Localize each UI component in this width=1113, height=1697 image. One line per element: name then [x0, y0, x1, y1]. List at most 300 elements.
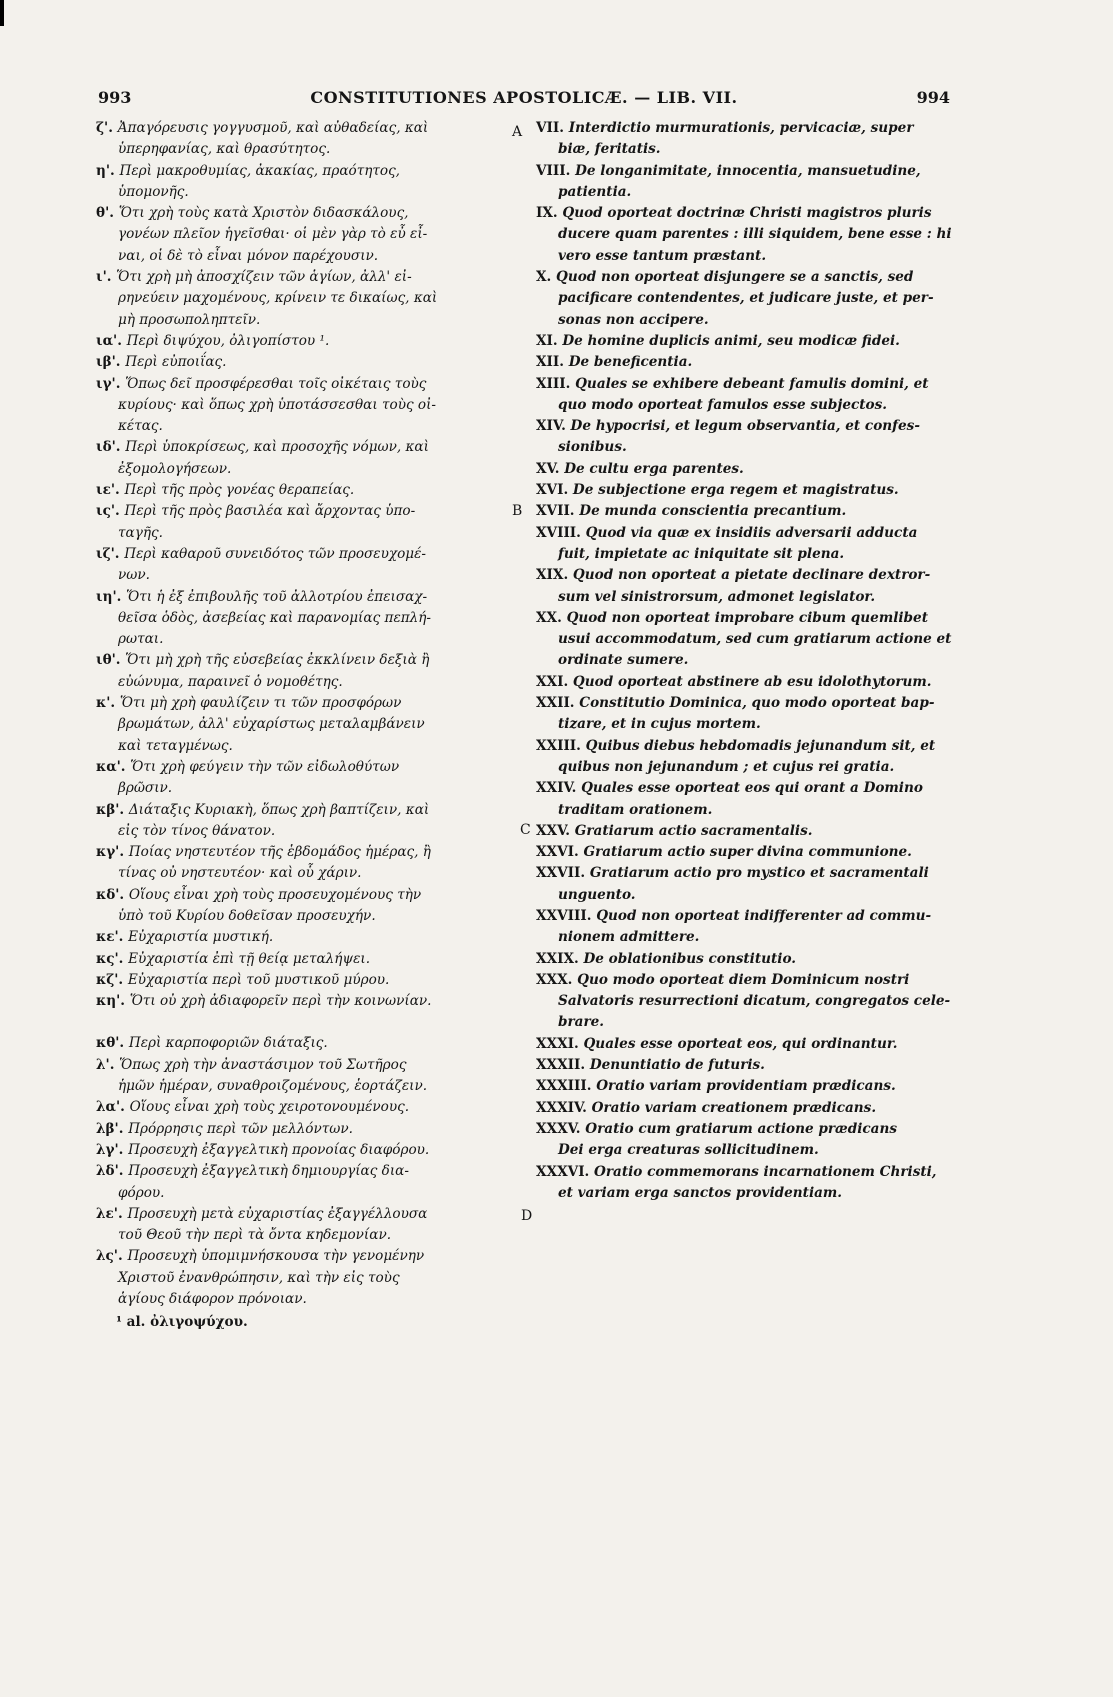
greek-entry — [96, 1161, 516, 1204]
latin-entry-text: patientia. — [558, 183, 632, 200]
latin-entry-line — [536, 1140, 956, 1161]
greek-entry-line — [96, 1055, 516, 1076]
greek-entry-line — [96, 310, 516, 331]
latin-entry-text: fuit, impietate ac iniquitate sit plena. — [558, 545, 845, 562]
latin-entry-line — [536, 1055, 956, 1076]
greek-entry-text: ὑπὸ τοῦ Κυρίου δοθεῖσαν προσευχήν. — [118, 907, 376, 924]
latin-entry-line — [536, 352, 956, 373]
latin-entry-text: biæ, feritatis. — [558, 141, 661, 158]
greek-entry-line — [96, 395, 516, 416]
greek-entry-number: λς'. — [96, 1248, 128, 1265]
greek-entry — [96, 352, 516, 373]
latin-entry-line — [536, 523, 956, 544]
greek-entry-text: καὶ τεταγμένως. — [118, 737, 233, 754]
greek-entry — [96, 1055, 516, 1098]
latin-entry-text: unguento. — [558, 886, 636, 903]
greek-entry-text: Ἀπαγόρευσις γογγυσμοῦ, καὶ αὐθαδείας, καὶ — [117, 120, 429, 136]
latin-entry-text: Oratio cum gratiarum actione prædicans — [585, 1120, 897, 1137]
latin-entry-line — [536, 267, 956, 288]
latin-entry-text: De oblationibus constitutio. — [583, 950, 797, 967]
greek-entry-number: κθ'. — [96, 1035, 129, 1052]
latin-entry-line — [536, 1034, 956, 1055]
greek-entry-line — [96, 672, 516, 693]
latin-entry — [536, 352, 956, 373]
greek-entry-line — [96, 757, 516, 778]
greek-entry-text: Περὶ καρποφοριῶν διάταξις. — [128, 1035, 328, 1052]
greek-entry-line — [96, 778, 516, 799]
greek-entry-line — [96, 161, 516, 182]
latin-entry-text: Interdictio murmurationis, pervicaciæ, super — [568, 120, 914, 136]
greek-entry-line — [96, 118, 516, 139]
latin-entry — [536, 1162, 956, 1205]
greek-entry-text: ρωται. — [118, 631, 164, 648]
greek-column — [96, 118, 516, 1334]
greek-entry-text: Περὶ διψύχου, ὀλιγοπίστου ¹. — [126, 332, 330, 349]
greek-entry-number: ις'. — [96, 503, 125, 520]
latin-entry-line — [536, 821, 956, 842]
greek-entry-line — [96, 842, 516, 863]
greek-entry-text: ρηνεύειν μαχομένους, κρίνειν τε δικαίως, καὶ — [118, 290, 438, 307]
latin-entry-text: pacificare contendentes, et judicare juste, et per- — [558, 290, 934, 307]
latin-entry-number: XX. — [536, 609, 567, 626]
greek-entry-number: ζ'. — [96, 120, 118, 136]
latin-entry-number: XXII. — [536, 695, 580, 712]
greek-entry-text: Ὅτι οὐ χρὴ ἀδιαφορεῖν περὶ τὴν κοινωνίαν. — [129, 993, 432, 1010]
greek-entry-text: Ὅτι χρὴ φεύγειν τὴν τῶν εἰδωλοθύτων — [130, 758, 400, 775]
greek-entry-number: ιη'. — [96, 588, 127, 605]
running-title: CONSTITUTIONES APOSTOLICÆ. — LIB. VII. — [310, 88, 738, 107]
greek-entry-text: Οἵους εἶναι χρὴ τοὺς χειροτονουμένους. — [129, 1099, 410, 1116]
greek-entry-line — [96, 1140, 516, 1161]
greek-entry — [96, 1033, 516, 1054]
latin-entry — [536, 778, 956, 821]
latin-entry-text: et variam erga sanctos providentiam. — [558, 1184, 843, 1201]
latin-entry-number: XXXIV. — [536, 1099, 592, 1116]
latin-entry-text: Quibus diebus hebdomadis jejunandum sit, et — [585, 737, 936, 754]
latin-entry-number: XXIII. — [536, 737, 586, 754]
greek-entry — [96, 1097, 516, 1118]
latin-entry-line — [536, 714, 956, 735]
greek-entry-line — [96, 821, 516, 842]
latin-entry — [536, 118, 956, 161]
greek-entry-line — [96, 1268, 516, 1289]
latin-entry — [536, 608, 956, 672]
greek-entry — [96, 118, 516, 161]
greek-entry-text: Περὶ εὐποιΐας. — [125, 354, 227, 371]
greek-entry-text: κυρίους· καὶ ὅπως χρὴ ὑποτάσσεσθαι τοὺς οἰ- — [118, 396, 437, 413]
margin-letter-c: C — [520, 822, 531, 838]
greek-entry-number: κζ'. — [96, 971, 128, 988]
latin-entry-number: XXX. — [536, 971, 578, 988]
greek-entry-number: ιδ'. — [96, 439, 126, 456]
latin-entry-number: X. — [536, 269, 557, 286]
greek-entry-text: Εὐχαριστία μυστική. — [128, 929, 274, 946]
latin-entry-line — [536, 1162, 956, 1183]
greek-entry-text: Προσευχὴ ἐξαγγελτικὴ δημιουργίας δια- — [128, 1163, 409, 1180]
footnote: ¹ al. ὀλιγοψύχου. — [116, 1314, 248, 1331]
greek-entry-text: μὴ προσωποληπτεῖν. — [118, 311, 261, 328]
greek-entry-number: λα'. — [96, 1099, 130, 1116]
greek-entry-text: Ὅτι χρὴ μὴ ἀποσχίζειν τῶν ἁγίων, ἀλλ' εἰ- — [116, 269, 412, 286]
latin-entry-text: Gratiarum actio pro mystico et sacramentali — [589, 865, 929, 882]
greek-entry-text: Οἵους εἶναι χρὴ τοὺς προσευχομένους τὴν — [128, 886, 422, 903]
greek-entry-text: ταγῆς. — [118, 524, 163, 541]
greek-entry-line — [96, 693, 516, 714]
greek-entry-text: Περὶ μακροθυμίας, ἀκακίας, πραότητος, — [119, 162, 401, 179]
greek-entry-text: Ὅπως χρὴ τὴν ἀναστάσιμον τοῦ Σωτῆρος — [119, 1056, 407, 1073]
latin-entry-number: XIII. — [536, 375, 576, 392]
latin-entry-line — [536, 842, 956, 863]
latin-entry-text: De munda conscientia precantium. — [579, 503, 847, 520]
margin-letter-d: D — [521, 1208, 533, 1224]
greek-entry-line — [96, 331, 516, 352]
greek-entry-text: Διάταξις Κυριακὴ, ὅπως χρὴ βαπτίζειν, καὶ — [128, 801, 430, 818]
latin-entry-line — [536, 310, 956, 331]
latin-entry-line — [536, 544, 956, 565]
latin-entry-text: usui accommodatum, sed cum gratiarum actione et — [558, 631, 952, 648]
greek-entry-text: κέτας. — [118, 418, 163, 435]
greek-entry — [96, 544, 516, 587]
greek-entry-number: λγ'. — [96, 1141, 129, 1158]
latin-entry — [536, 374, 956, 417]
greek-entry — [96, 842, 516, 885]
greek-entry — [96, 267, 516, 331]
latin-entry-line — [536, 885, 956, 906]
latin-entry-number: XIV. — [536, 418, 571, 435]
greek-entry-line — [96, 1289, 516, 1310]
latin-entry-text: Oratio variam providentiam prædicans. — [596, 1078, 896, 1095]
latin-entry-text: quo modo oporteat famulos esse subjectos. — [558, 396, 887, 413]
greek-entry-number: κη'. — [96, 993, 130, 1010]
greek-entry-line — [96, 544, 516, 565]
latin-entry-number: XXIV. — [536, 780, 582, 797]
latin-entry-line — [536, 949, 956, 970]
latin-entry-text: sonas non accipere. — [558, 311, 709, 328]
greek-entry-line — [96, 352, 516, 373]
latin-entry — [536, 203, 956, 267]
latin-entry-line — [536, 906, 956, 927]
latin-entry — [536, 672, 956, 693]
latin-entry-number: XXI. — [536, 673, 573, 690]
latin-entry-line — [536, 224, 956, 245]
greek-entry — [96, 885, 516, 928]
latin-entry-text: Oratio commemorans incarnationem Christi, — [594, 1163, 937, 1180]
latin-entry-text: ducere quam parentes : illi siquidem, bene esse : hi — [558, 226, 952, 243]
latin-entry-number: XXXVI. — [536, 1163, 595, 1180]
greek-entry-number: ιθ'. — [96, 652, 126, 669]
latin-entry-line — [536, 1076, 956, 1097]
greek-entry-text: Περὶ τῆς πρὸς βασιλέα καὶ ἄρχοντας ὑπο- — [124, 503, 416, 520]
greek-entry-number: κβ'. — [96, 801, 129, 818]
greek-entry-number: ιβ'. — [96, 354, 126, 371]
latin-entry-text: Quod non oporteat indifferenter ad commu- — [596, 907, 932, 924]
greek-entry-text: τίνας οὐ νηστευτέον· καὶ οὗ χάριν. — [118, 865, 362, 882]
running-header — [98, 88, 950, 114]
greek-entry-number: ιε'. — [96, 482, 125, 499]
latin-entry-text: Quales esse oporteat eos, qui ordinantur. — [583, 1035, 898, 1052]
latin-entry-text: quibus non jejunandum ; et cujus rei gratia. — [558, 758, 895, 775]
greek-entry-text: Χριστοῦ ἐνανθρώπησιν, καὶ τὴν εἰς τοὺς — [118, 1269, 400, 1286]
latin-entry-text: Gratiarum actio super divina communione. — [583, 844, 912, 861]
latin-entry-text: De hypocrisi, et legum observantia, et confes- — [570, 418, 920, 435]
latin-entry-line — [536, 991, 956, 1012]
greek-entry-line — [96, 1225, 516, 1246]
latin-entry — [536, 480, 956, 501]
latin-entry-line — [536, 1098, 956, 1119]
greek-entry-line — [96, 501, 516, 522]
greek-entry-line — [96, 587, 516, 608]
greek-entry-text: Ὅτι μὴ χρὴ φαυλίζειν τι τῶν προσφόρων — [119, 695, 402, 712]
greek-entry-number: λδ'. — [96, 1163, 129, 1180]
greek-entry-text: Περὶ ὑποκρίσεως, καὶ προσοχῆς νόμων, καὶ — [125, 439, 429, 456]
latin-entry-line — [536, 395, 956, 416]
greek-entry-number: ια'. — [96, 332, 127, 349]
latin-entry-text: Quales esse oporteat eos qui orant a Domino — [581, 780, 923, 797]
latin-entry-number: XIX. — [536, 567, 573, 584]
latin-entry-line — [536, 863, 956, 884]
latin-entry — [536, 331, 956, 352]
latin-entry-number: XXXIII. — [536, 1078, 597, 1095]
latin-entry-text: Quales se exhibere debeant famulis domini, et — [575, 375, 929, 392]
latin-entry-line — [536, 757, 956, 778]
greek-entry-line — [96, 629, 516, 650]
latin-entry-number: XXV. — [536, 822, 575, 839]
latin-entry-number: XXXI. — [536, 1035, 584, 1052]
greek-entry-line — [96, 288, 516, 309]
greek-entry — [96, 949, 516, 970]
greek-entry — [96, 501, 516, 544]
greek-entry-number: ιγ'. — [96, 375, 126, 392]
greek-entry-line — [96, 1119, 516, 1140]
greek-entry-text: ὑπομονῆς. — [118, 183, 189, 200]
latin-entry-number: XXIX. — [536, 950, 584, 967]
latin-entry-number: XXVI. — [536, 844, 584, 861]
greek-entry — [96, 1246, 516, 1310]
greek-entry-number: κδ'. — [96, 886, 129, 903]
greek-entry-text: Ποίας νηστευτέον τῆς ἑβδομάδος ἡμέρας, ἢ — [128, 844, 431, 861]
greek-entry-number: λβ'. — [96, 1120, 129, 1137]
greek-entry — [96, 1204, 516, 1247]
latin-entry-line — [536, 139, 956, 160]
latin-entry-text: Dei erga creaturas sollicitudinem. — [558, 1142, 819, 1159]
greek-entry-text: Ὅτι μὴ χρὴ τῆς εὐσεβείας ἐκκλίνειν δεξιὰ ἢ — [125, 652, 430, 669]
greek-entry-line — [96, 885, 516, 906]
latin-column — [536, 118, 956, 1204]
greek-entry-text: γονέων πλεῖον ἡγεῖσθαι· οἱ μὲν γὰρ τὸ εὖ εἶ- — [118, 226, 428, 243]
greek-entry-text: Εὐχαριστία ἐπὶ τῇ θείᾳ μεταλήψει. — [128, 950, 371, 967]
greek-entry-text: Πρόρρησις περὶ τῶν μελλόντων. — [128, 1120, 353, 1137]
greek-entry-number: η'. — [96, 162, 120, 179]
latin-entry-line — [536, 736, 956, 757]
greek-entry-text: Ὅπως δεῖ προσφέρεσθαι τοῖς οἰκέταις τοὺς — [125, 375, 427, 392]
latin-entry-line — [536, 1119, 956, 1140]
latin-entry-line — [536, 1012, 956, 1033]
latin-entry — [536, 693, 956, 736]
latin-entry-line — [536, 501, 956, 522]
latin-entry-text: Oratio variam creationem prædicans. — [591, 1099, 877, 1116]
greek-entry-line — [96, 970, 516, 991]
greek-entry-line — [96, 1161, 516, 1182]
latin-entry-text: vero esse tantum præstant. — [558, 247, 767, 264]
latin-entry-text: Quod oporteat doctrinæ Christi magistros pluris — [562, 205, 932, 222]
greek-entry-line — [96, 267, 516, 288]
latin-entry — [536, 1076, 956, 1097]
greek-entry-number: λε'. — [96, 1205, 128, 1222]
latin-entry-number: XI. — [536, 332, 563, 349]
latin-entry-text: De longanimitate, innocentia, mansuetudine, — [575, 162, 921, 179]
greek-entry-text: νων. — [118, 567, 150, 584]
latin-entry-number: XXVII. — [536, 865, 590, 882]
greek-entry-text: Ὅτι χρὴ τοὺς κατὰ Χριστὸν διδασκάλους, — [118, 205, 409, 222]
latin-entry-line — [536, 1183, 956, 1204]
latin-entry — [536, 736, 956, 779]
latin-entry-number: XXVIII. — [536, 907, 597, 924]
latin-entry-line — [536, 693, 956, 714]
greek-entry — [96, 927, 516, 948]
latin-entry — [536, 1034, 956, 1055]
greek-entry-number: κε'. — [96, 929, 129, 946]
latin-entry-line — [536, 331, 956, 352]
latin-entry — [536, 501, 956, 522]
latin-entry-text: De homine duplicis animi, seu modicæ fidei. — [562, 332, 900, 349]
latin-entry-line — [536, 927, 956, 948]
greek-entry-text: ὑπερηφανίας, καὶ θρασύτητος. — [118, 141, 331, 158]
latin-entry-text: Constitutio Dominica, quo modo oporteat bap- — [579, 695, 935, 712]
greek-entry-text: ἐξομολογήσεων. — [118, 460, 232, 477]
latin-entry — [536, 1098, 956, 1119]
latin-entry-line — [536, 778, 956, 799]
latin-entry-text: ordinate sumere. — [558, 652, 689, 669]
greek-entry-number: κς'. — [96, 950, 129, 967]
greek-entry — [96, 693, 516, 757]
latin-entry-number: XVIII. — [536, 524, 586, 541]
greek-entry-line — [96, 608, 516, 629]
latin-entry-text: traditam orationem. — [558, 801, 713, 818]
latin-entry-text: De beneficentia. — [568, 354, 693, 371]
latin-entry-line — [536, 459, 956, 480]
greek-entry-line — [96, 949, 516, 970]
greek-entry-text: βρωμάτων, ἀλλ' εὐχαρίστως μεταλαμβάνειν — [118, 716, 425, 733]
latin-entry-line — [536, 800, 956, 821]
latin-entry-number: XVII. — [536, 503, 580, 520]
latin-entry-line — [536, 374, 956, 395]
greek-entry-text: Προσευχὴ ἐξαγγελτικὴ προνοίας διαφόρου. — [128, 1141, 430, 1158]
greek-entry — [96, 970, 516, 991]
latin-entry-line — [536, 565, 956, 586]
latin-entry-line — [536, 650, 956, 671]
greek-entry — [96, 1140, 516, 1161]
greek-entry-line — [96, 650, 516, 671]
latin-entry-number: XVI. — [536, 482, 573, 499]
greek-entry-line — [96, 203, 516, 224]
greek-entry-line — [96, 1076, 516, 1097]
greek-entry-number: κα'. — [96, 758, 131, 775]
latin-entry-text: sionibus. — [558, 439, 627, 456]
greek-entry — [96, 437, 516, 480]
latin-entry-text: tizare, et in cujus mortem. — [558, 716, 761, 733]
latin-entry-number: IX. — [536, 205, 563, 222]
greek-entry-line — [96, 182, 516, 203]
greek-entry-line — [96, 459, 516, 480]
greek-entry-text: θεῖσα ὁδὸς, ἀσεβείας καὶ παρανομίας πεπλή- — [118, 609, 432, 626]
latin-entry-line — [536, 203, 956, 224]
greek-entry-number: κγ'. — [96, 844, 129, 861]
latin-entry-number: VIII. — [536, 162, 576, 179]
latin-entry — [536, 565, 956, 608]
latin-entry-line — [536, 437, 956, 458]
greek-entry-text: Προσευχὴ μετὰ εὐχαριστίας ἐξαγγέλλουσα — [127, 1205, 428, 1222]
greek-entry-line — [96, 1183, 516, 1204]
latin-entry — [536, 949, 956, 970]
latin-entry — [536, 1119, 956, 1162]
greek-entry-text: ἁγίους διάφορον πρόνοιαν. — [118, 1291, 307, 1308]
greek-entry — [96, 991, 516, 1012]
latin-entry-line — [536, 246, 956, 267]
latin-entry-text: Quod non oporteat improbare cibum quemlibet — [566, 609, 928, 626]
latin-entry — [536, 970, 956, 1034]
latin-entry — [536, 161, 956, 204]
greek-entry-line — [96, 863, 516, 884]
latin-entry-text: Gratiarum actio sacramentalis. — [574, 822, 813, 839]
latin-entry-text: Denuntiatio de futuris. — [589, 1057, 765, 1074]
latin-entry — [536, 459, 956, 480]
greek-entry-line — [96, 437, 516, 458]
greek-entry-number: ιζ'. — [96, 545, 125, 562]
latin-entry-line — [536, 182, 956, 203]
greek-entry — [96, 331, 516, 352]
latin-entry-line — [536, 970, 956, 991]
greek-entry-text: Ὅτι ἡ ἐξ ἐπιβουλῆς τοῦ ἀλλοτρίου ἐπεισαχ- — [126, 588, 428, 605]
greek-entry — [96, 800, 516, 843]
greek-entry-text: εὐώνυμα, παραινεῖ ὁ νομοθέτης. — [118, 673, 343, 690]
greek-entry-text: Περὶ τῆς πρὸς γονέας θεραπείας. — [124, 482, 355, 499]
greek-entry-line — [96, 714, 516, 735]
greek-entry-line — [96, 906, 516, 927]
latin-entry — [536, 416, 956, 459]
greek-entry — [96, 161, 516, 204]
greek-entry-line — [96, 927, 516, 948]
latin-entry-text: Quod non oporteat disjungere se a sanctis, sed — [556, 269, 914, 286]
page-number-right: 994 — [916, 88, 950, 107]
latin-entry-line — [536, 288, 956, 309]
greek-entry-text: ἡμῶν ἡμέραν, συναθροιζομένους, ἑορτάζειν. — [118, 1078, 428, 1095]
latin-entry-number: XXXII. — [536, 1057, 590, 1074]
latin-entry-text: De subjectione erga regem et magistratus. — [572, 482, 899, 499]
latin-entry-line — [536, 629, 956, 650]
greek-entry-line — [96, 991, 516, 1012]
latin-entry-number: XII. — [536, 354, 569, 371]
greek-entry-line — [96, 565, 516, 586]
latin-entry-line — [536, 416, 956, 437]
latin-entry-text: Quod non oporteat a pietate declinare dextror- — [572, 567, 931, 584]
spacer — [96, 1012, 516, 1033]
greek-entry-number: θ'. — [96, 205, 119, 222]
greek-entry-line — [96, 416, 516, 437]
latin-entry — [536, 821, 956, 842]
greek-entry-text: βρῶσιν. — [118, 780, 173, 797]
greek-entry-text: Εὐχαριστία περὶ τοῦ μυστικοῦ μύρου. — [127, 971, 390, 988]
greek-entry-line — [96, 374, 516, 395]
latin-entry-text: Salvatoris resurrectioni dicatum, congregatos cele- — [558, 993, 951, 1010]
greek-entry — [96, 587, 516, 651]
latin-entry-text: Quo modo oporteat diem Dominicum nostri — [577, 971, 910, 988]
greek-entry — [96, 480, 516, 501]
greek-entry-line — [96, 736, 516, 757]
greek-entry — [96, 757, 516, 800]
latin-entry-text: sum vel sinistrorsum, admonet legislator. — [558, 588, 876, 605]
greek-entry — [96, 1119, 516, 1140]
latin-entry — [536, 906, 956, 949]
